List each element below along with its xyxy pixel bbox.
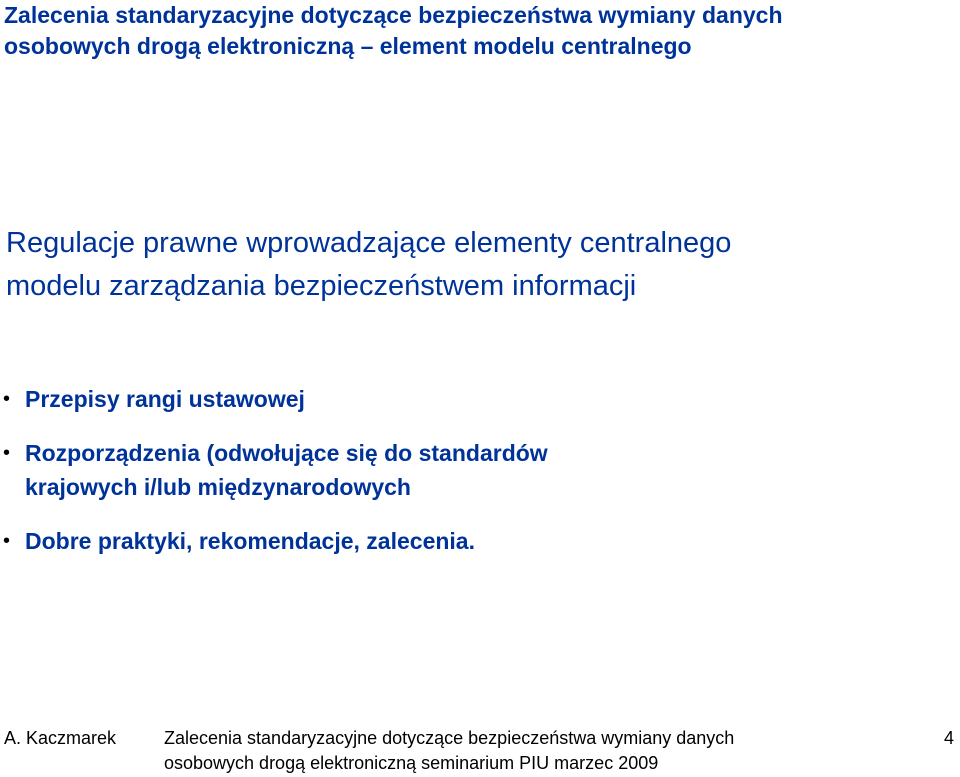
- bullet-text: [25, 524, 950, 558]
- bullet-item: [0, 524, 950, 558]
- bullet-icon: •: [3, 388, 11, 410]
- footer-title-line-1: Zalecenia standaryzacyjne dotyczące bezpieczeństwa wymiany danych: [164, 728, 735, 748]
- subheading-line-1: Regulacje prawne wprowadzające elementy centralnego: [6, 227, 732, 259]
- bullet-text-line: Przepisy rangi ustawowej: [25, 386, 305, 412]
- subheading-line-2: modelu zarządzania bezpieczeństwem informacji: [6, 270, 637, 302]
- slide-title-line-2: osobowych drogą elektroniczną – element modelu centralnego: [4, 33, 692, 59]
- footer-title-line-2: osobowych drogą elektroniczną seminarium PIU marzec 2009: [164, 753, 659, 773]
- bullet-item: [0, 436, 950, 504]
- slide-title: [4, 0, 954, 62]
- bullet-text-line: Rozporządzenia (odwołujące się do standardów: [25, 440, 548, 466]
- slide-footer: [0, 726, 960, 777]
- bullet-text: [25, 382, 950, 416]
- footer-title: [164, 726, 734, 776]
- bullet-icon: •: [3, 530, 11, 552]
- slide-title-line-1: Zalecenia standaryzacyjne dotyczące bezpieczeństwa wymiany danych: [4, 2, 783, 28]
- bullet-item: [0, 382, 950, 416]
- footer-author: A. Kaczmarek: [4, 728, 117, 748]
- bullet-icon: •: [3, 442, 11, 464]
- bullet-text-line: Dobre praktyki, rekomendacje, zalecenia.: [25, 528, 475, 554]
- bullet-list: [0, 382, 950, 558]
- subheading: [6, 222, 956, 308]
- bullet-text: [25, 436, 950, 504]
- page-number: 4: [943, 728, 954, 748]
- bullet-text-line: krajowych i/lub międzynarodowych: [25, 474, 411, 500]
